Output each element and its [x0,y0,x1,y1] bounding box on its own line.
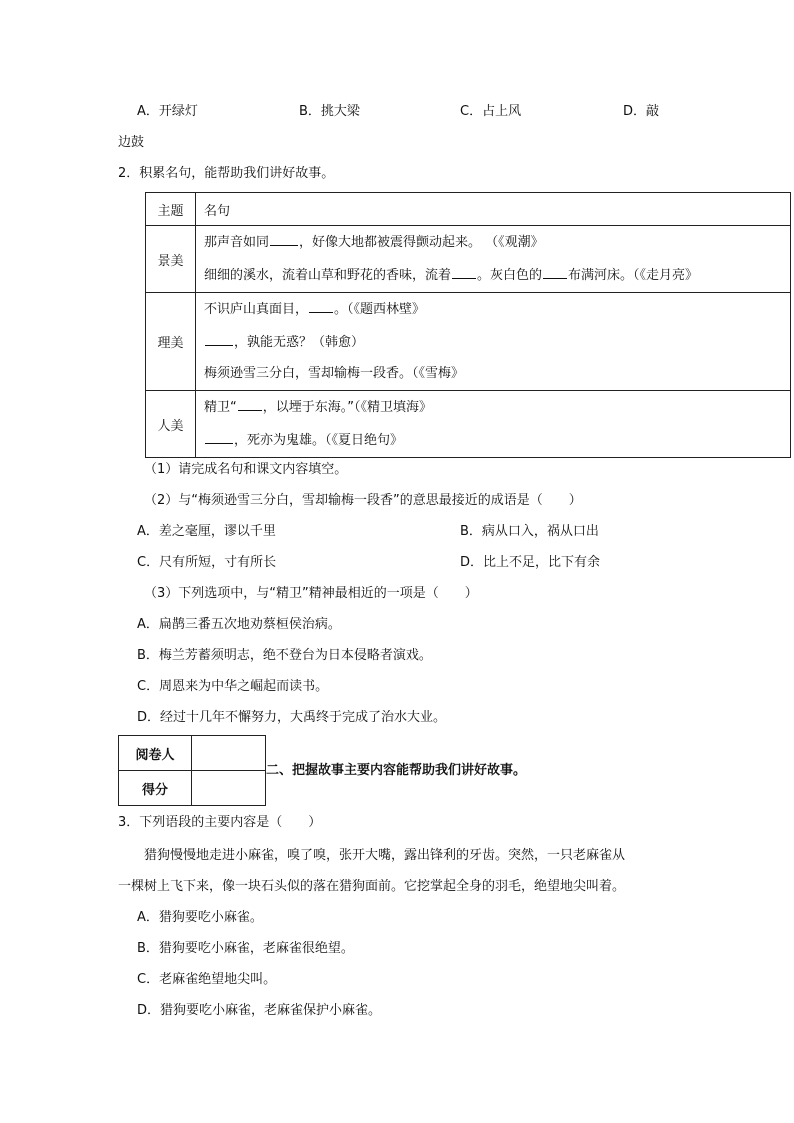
section-2-title: 二、把握故事主要内容能帮助我们讲好故事。 [266,763,527,778]
score-field[interactable] [192,771,266,806]
table-header-quote: 名句 [196,193,791,226]
score-box [118,735,266,806]
quote-line: ，孰能无惑？（韩愈） [204,326,790,359]
fill-blank[interactable] [238,398,262,411]
q1-option-a: A．开绿灯 [137,104,198,119]
q2-sub3-option-c: C．周恩来为中华之崛起而读书。 [137,679,329,694]
table-row-limei [146,293,791,391]
q3-option-c: C．老麻雀绝望地尖叫。 [137,972,277,987]
q2-sub2: （2）与“梅须逊雪三分白，雪却输梅一段香”的意思最接近的成语是（ ） [144,493,582,508]
theme-cell: 景美 [146,226,196,293]
quote-line: 细细的溪水，流着山草和野花的香味，流着 。灰白色的 布满河床。（《走月亮》 [204,268,699,283]
fill-blank[interactable] [205,333,233,346]
quote-line: 精卫“ ，以堙于东海。”（《精卫填海》 [204,400,432,415]
table-row-renmei [146,391,791,458]
table-row-jingmei [146,226,791,293]
reviewer-field[interactable] [192,736,266,771]
fill-blank[interactable] [452,266,476,279]
fill-blank[interactable] [270,233,298,246]
q2-sub2-option-c: C．尺有所短，寸有所长 [137,555,277,570]
q1-option-b: B．挑大梁 [299,104,360,119]
q1-option-c: C．占上风 [460,104,522,119]
q2-sub2-option-a: A．差之毫厘，谬以千里 [137,524,276,539]
fill-blank[interactable] [309,300,333,313]
quote-line: 梅须逊雪三分白，雪却输梅一段香。（《雪梅》 [204,366,465,381]
q2-sub3-option-b: B．梅兰芳蓄须明志，绝不登台为日本侵略者演戏。 [137,648,432,663]
q1-option-d-continued: 边鼓 [118,135,145,150]
fill-blank[interactable] [543,266,567,279]
q2-sub3-option-d: D．经过十几年不懈努力，大禹终于完成了治水大业。 [137,710,447,725]
table-header-theme: 主题 [146,193,196,226]
quotes-table [145,192,791,458]
q2-sub2-option-d: D．比上不足，比下有余 [460,555,601,570]
fill-blank[interactable] [205,431,233,444]
q3-passage-line-2: 一棵树上飞下来，像一块石头似的落在猎狗面前。它挖掌起全身的羽毛，绝望地尖叫着。 [118,879,626,894]
q2-sub2-option-b: B．病从口入，祸从口出 [460,524,599,539]
q2-sub3-option-a: A．扁鹊三番五次地劝蔡桓侯治病。 [137,617,341,632]
q3-passage-line-1: 猎狗慢慢地走进小麻雀，嗅了嗅，张开大嘴，露出锋利的牙齿。突然，一只老麻雀从 [144,848,626,863]
reviewer-label: 阅卷人 [119,736,192,771]
quote-line: 不识庐山真面目， 。（《题西林壁》 [204,302,426,317]
quote-line: 那声音如同 ，好像大地都被震得颤动起来。 （《观潮》 [204,235,544,250]
theme-cell: 理美 [146,293,196,391]
q3-stem: 3．下列语段的主要内容是（ ） [118,815,322,830]
score-label: 得分 [119,771,192,806]
q2-sub1: （1）请完成名句和课文内容填空。 [144,462,348,477]
q3-option-d: D．猎狗要吃小麻雀，老麻雀保护小麻雀。 [137,1003,382,1018]
theme-cell: 人美 [146,391,196,458]
q1-option-d: D．敲 [623,104,660,119]
q2-sub3: （3）下列选项中，与“精卫”精神最相近的一项是（ ） [144,586,478,601]
q3-option-b: B．猎狗要吃小麻雀，老麻雀很绝望。 [137,941,354,956]
q2-stem: 2．积累名句，能帮助我们讲好故事。 [118,166,335,181]
quote-line: ，死亦为鬼雄。（《夏日绝句》 [204,424,790,457]
q3-option-a: A．猎狗要吃小麻雀。 [137,910,263,925]
